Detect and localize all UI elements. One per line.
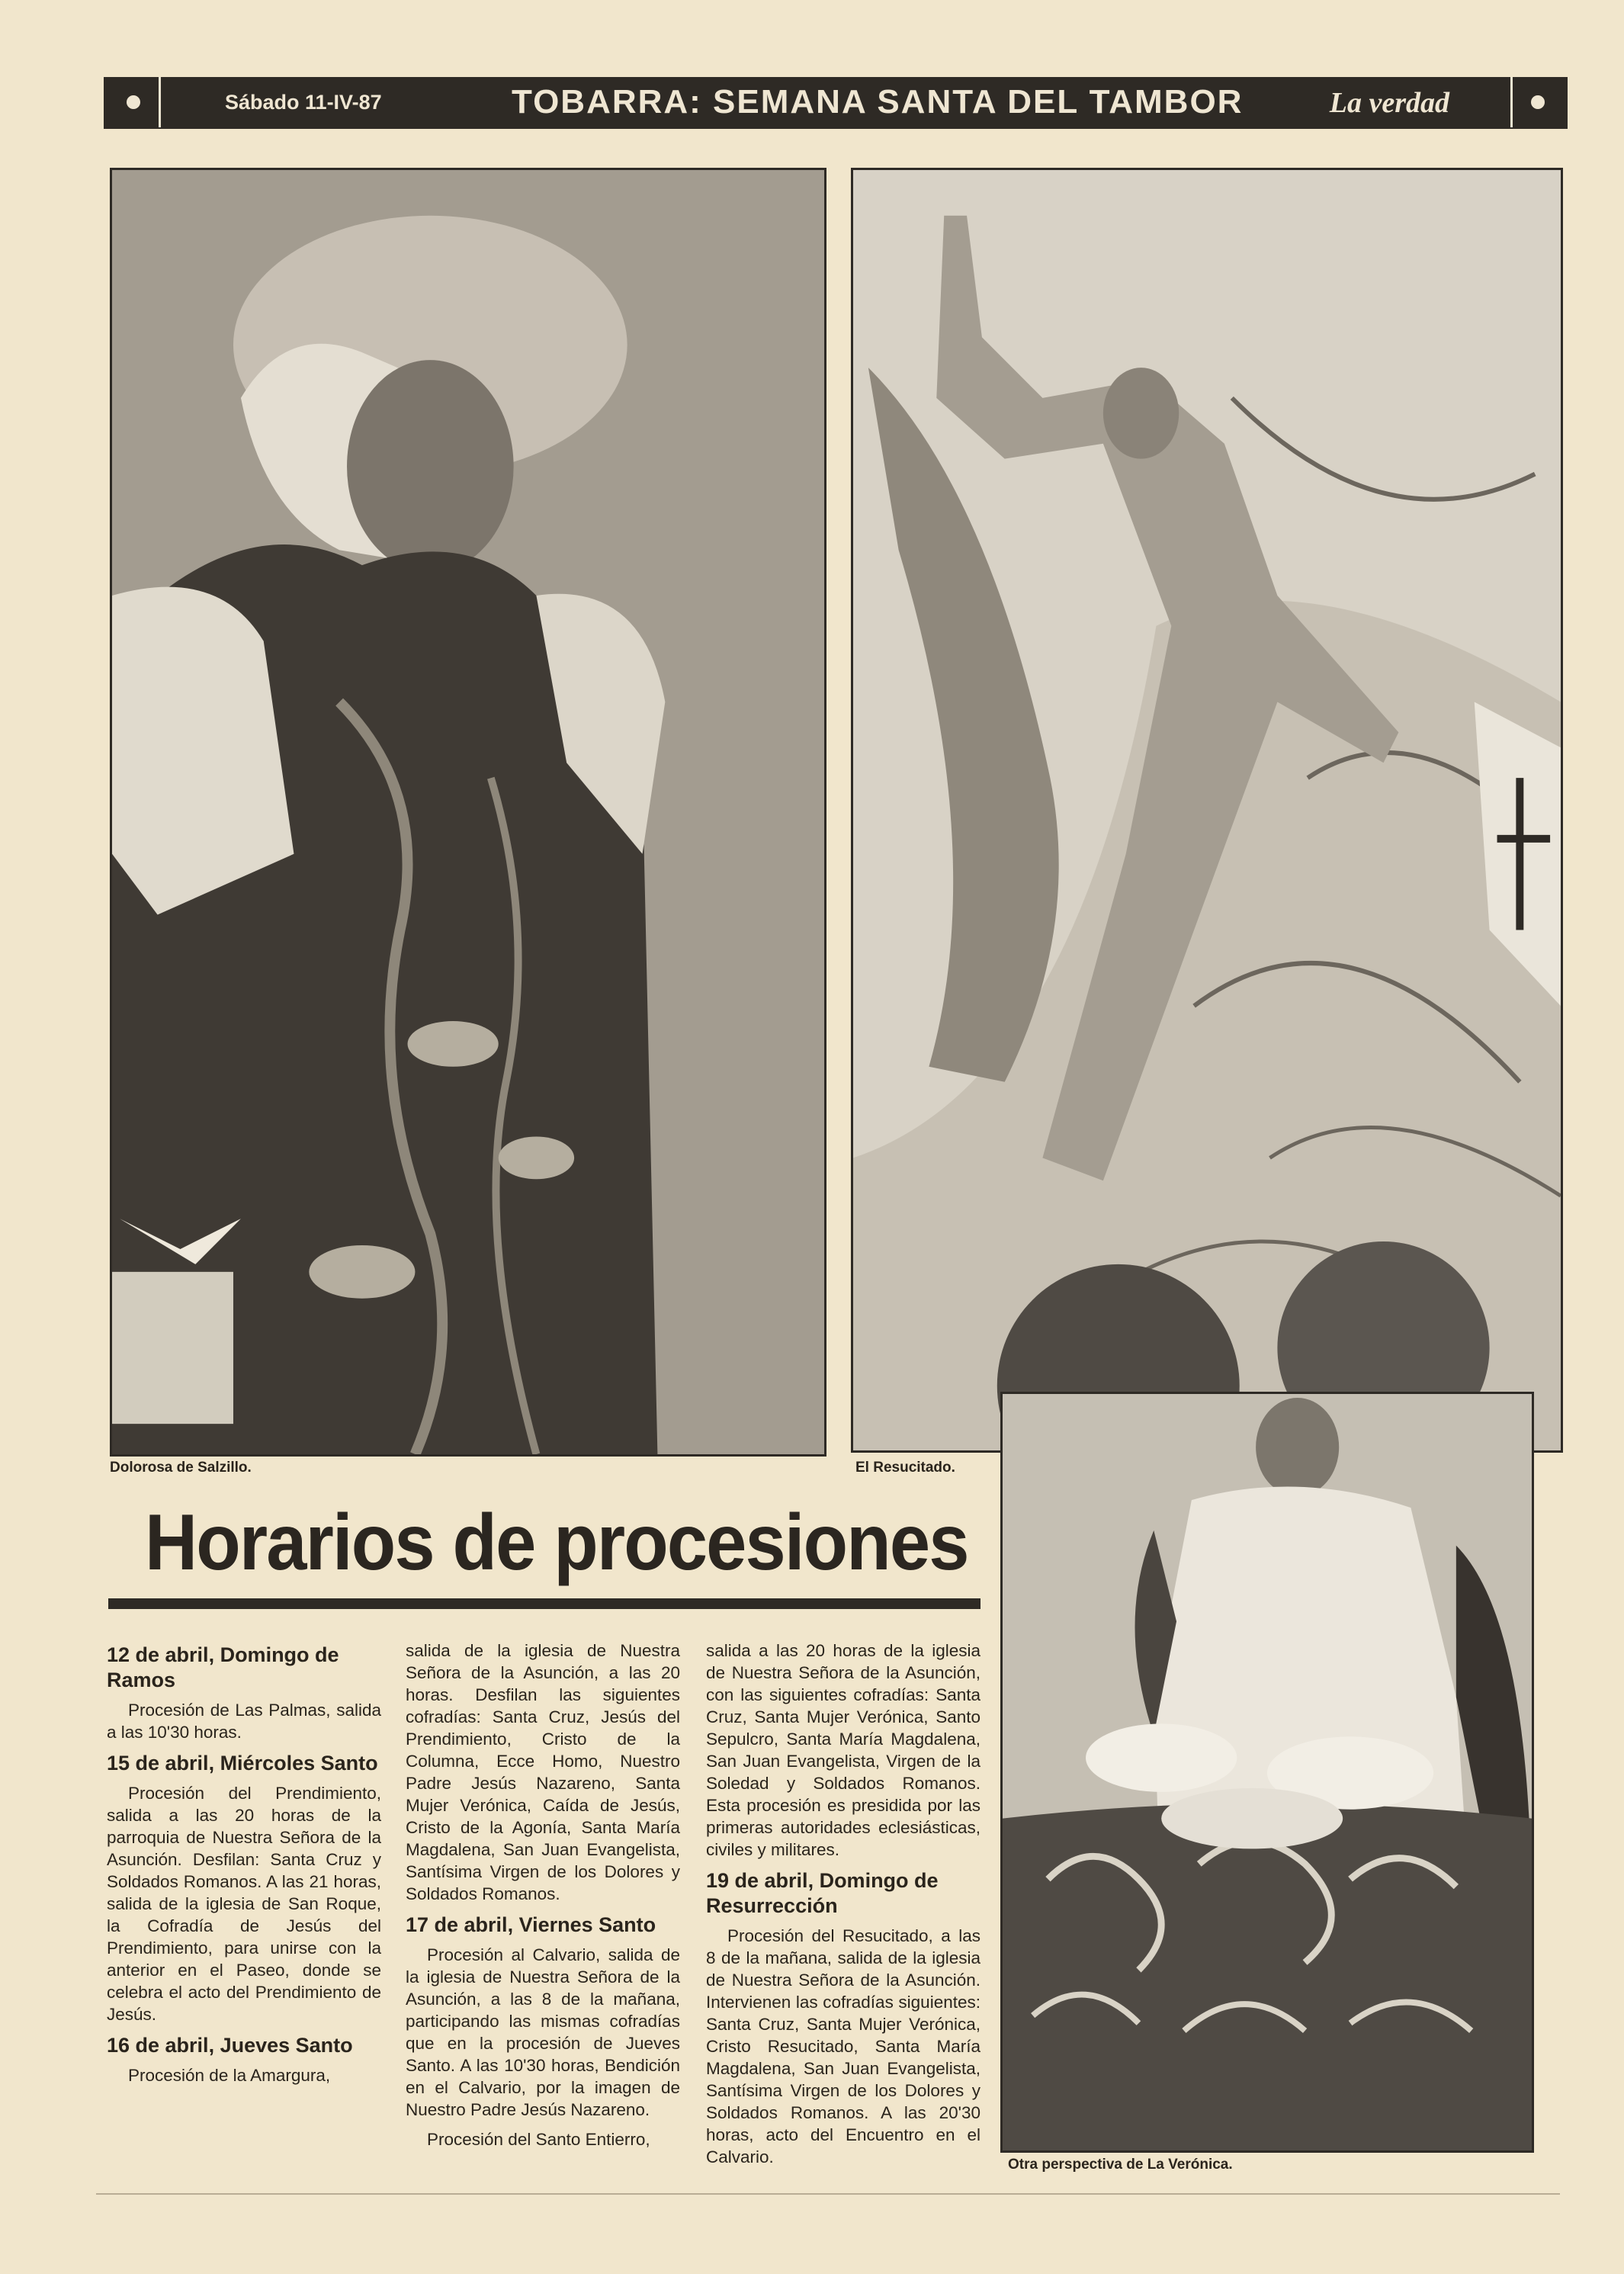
photo-caption: Dolorosa de Salzillo. — [110, 1460, 252, 1476]
newspaper-logo: La verdad — [1329, 87, 1449, 119]
photo-resucitado — [851, 168, 1563, 1453]
photo-dolorosa — [110, 168, 826, 1457]
page-bottom-rule — [96, 2193, 1560, 2195]
paragraph: Procesión al Calvario, salida de la iglesia de Nuestra Señora de la Asunción, a las 8 de la mañana, participando las mismas cofradías que en la procesión de Jueves Santo. A las 10'30 horas, Bendición en el Calvario, por la imagen de Nuestro Padre Jesús Nazareno. — [406, 1945, 680, 2119]
article-column-2 — [406, 1640, 680, 2158]
article-headline: Horarios de procesiones — [145, 1498, 968, 1587]
article-column-3 — [706, 1640, 980, 2176]
date-heading: 19 de abril, Domingo de Resurrección — [706, 1869, 939, 1917]
paragraph: Procesión de la Amargura, — [128, 2066, 331, 2085]
date-heading: 17 de abril, Viernes Santo — [406, 1913, 656, 1936]
paragraph: Procesión del Santo Entierro, — [427, 2130, 650, 2149]
photo-caption: El Resucitado. — [855, 1460, 955, 1476]
photo-veronica — [1000, 1392, 1534, 2153]
date-heading: 15 de abril, Miércoles Santo — [107, 1752, 378, 1775]
date-heading: 16 de abril, Jueves Santo — [107, 2034, 353, 2057]
header-frame — [159, 77, 1513, 127]
paragraph: Procesión del Resucitado, a las 8 de la mañana, salida de la iglesia de Nuestra Señora de la Asunción. Intervienen las cofradías siguientes: Santa Cruz, Santa Mujer Verónica, Cristo Resucitado, Santa María Magdalena, San Juan Evangelista, Santísima Virgen de los Dolores y Soldados Romanos. A las 20'30 horas, acto del Encuentro en el Calvario. — [706, 1926, 980, 2166]
paragraph: Procesión del Prendimiento, salida a las 20 horas de la parroquia de Nuestra Señora de la Asunción. Desfilan: Santa Cruz y Soldados Romanos. A las 21 horas, salida de la iglesia de San Roque, la Cofradía de Jesús del Prendimiento, para unirse con la anterior en el Paseo, donde se celebra el acto del Prendimiento de Jesús. — [107, 1784, 381, 2024]
page-header — [104, 77, 1568, 129]
headline-rule — [108, 1598, 980, 1609]
date-heading: 12 de abril, Domingo de Ramos — [107, 1643, 339, 1691]
paragraph: salida de la iglesia de Nuestra Señora de la Asunción, a las 20 horas. Desfilan las siguientes cofradías: Santa Cruz, Jesús del Prendimiento, Cristo de la Columna, Ecce Homo, Nuestro Padre Jesús Nazareno, Santa Mujer Verónica, Caída de Jesús, Cristo de la Agonía, Santa María Magdalena, San Juan Evangelista, Santísima Virgen de los Dolores y Soldados Romanos. — [406, 1641, 680, 1903]
issue-date: Sábado 11-IV-87 — [225, 91, 382, 114]
bullet-icon — [127, 95, 140, 109]
article-column-1 — [107, 1640, 381, 2094]
bullet-icon — [1531, 95, 1545, 109]
paragraph: salida a las 20 horas de la iglesia de Nuestra Señora de la Asunción, con las siguientes cofradías: Santa Cruz, Santa Mujer Verónica, Santo Sepulcro, Santa María Magdalena, San Juan Evangelista, Virgen de la Soledad y Soldados Romanos. Esta procesión es presidida por las primeras autoridades eclesiásticas, civiles y militares. — [706, 1641, 980, 1859]
photo-caption: Otra perspectiva de La Verónica. — [1008, 2157, 1233, 2173]
section-title: TOBARRA: SEMANA SANTA DEL TAMBOR — [512, 83, 1244, 120]
paragraph: Procesión de Las Palmas, salida a las 10'30 horas. — [107, 1701, 381, 1742]
